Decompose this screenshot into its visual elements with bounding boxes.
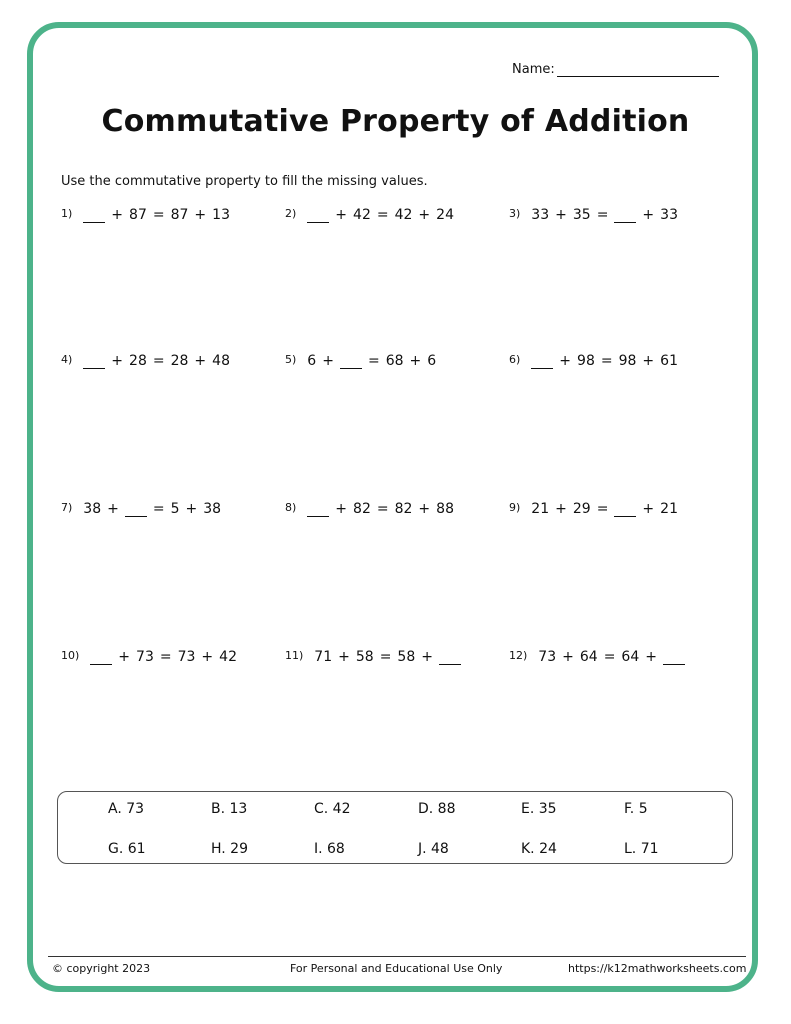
answer-blank[interactable] (125, 502, 147, 517)
equation-term: + (111, 207, 124, 223)
equation-term: 73 (177, 649, 196, 665)
equation-term: + (194, 207, 207, 223)
answer-blank[interactable] (340, 354, 362, 369)
equation-term: + (201, 649, 214, 665)
equation-term: 71 (314, 649, 333, 665)
equation-term: 82 (353, 501, 371, 517)
answer-blank[interactable] (663, 650, 685, 665)
footer-copyright: © copyright 2023 (52, 962, 151, 975)
equation-term: + (322, 353, 334, 369)
problem-4 (61, 353, 233, 373)
equation-term: + (642, 501, 655, 517)
equation-term: 42 (394, 207, 413, 223)
answer-blank[interactable] (614, 208, 636, 223)
problem-number: 12) (509, 649, 528, 662)
answer-option: D. 88 (418, 801, 456, 817)
equation-term: 21 (660, 501, 678, 517)
equation-term: = (603, 649, 616, 665)
equation-term: 82 (394, 501, 413, 517)
problem-number: 11) (285, 649, 304, 662)
equation-term: + (107, 501, 119, 517)
equation-term: + (185, 501, 198, 517)
page-title: Commutative Property of Addition (101, 104, 690, 139)
equation-term: = (596, 501, 609, 517)
equation-term: + (111, 353, 124, 369)
answer-blank[interactable] (439, 650, 461, 665)
problem-number: 6) (509, 353, 521, 366)
equation-term: 28 (170, 353, 189, 369)
equation-term: 6 (427, 353, 437, 369)
footer-divider (48, 956, 746, 957)
equation-term: 87 (170, 207, 189, 223)
equation-term: 58 (397, 649, 416, 665)
equation-term: + (335, 501, 348, 517)
equation-term: 64 (621, 649, 640, 665)
equation-term: 42 (353, 207, 371, 223)
equation-term: + (642, 353, 655, 369)
answer-blank[interactable] (90, 650, 112, 665)
problem-number: 7) (61, 501, 73, 514)
problem-1 (61, 207, 233, 227)
equation-term: + (645, 649, 657, 665)
problem-11 (285, 649, 464, 669)
equation-term: + (335, 207, 348, 223)
answer-option: B. 13 (211, 801, 248, 817)
equation-term: + (555, 501, 567, 517)
name-label: Name: (512, 62, 555, 77)
equation-term: + (559, 353, 572, 369)
answer-blank[interactable] (307, 502, 329, 517)
equation-term: 88 (436, 501, 454, 517)
equation-term: = (159, 649, 172, 665)
equation-term: 98 (577, 353, 595, 369)
problem-number: 8) (285, 501, 297, 514)
equation-term: 64 (579, 649, 598, 665)
problem-number: 2) (285, 207, 297, 220)
equation-term: = (376, 207, 389, 223)
equation-term: 6 (307, 353, 317, 369)
answer-option: A. 73 (108, 801, 145, 817)
equation-term: 24 (436, 207, 454, 223)
problem-number: 3) (509, 207, 521, 220)
equation-term: + (418, 207, 431, 223)
answer-blank[interactable] (83, 208, 105, 223)
answer-option: E. 35 (521, 801, 557, 817)
equation-term: = (376, 501, 389, 517)
equation-term: 42 (219, 649, 237, 665)
equation-term: 5 (170, 501, 180, 517)
equation-term: + (418, 501, 431, 517)
footer-usage: For Personal and Educational Use Only (290, 962, 503, 975)
equation-term: 13 (212, 207, 230, 223)
equation-term: 61 (660, 353, 678, 369)
problem-6 (509, 353, 681, 373)
answer-blank[interactable] (307, 208, 329, 223)
problem-9 (509, 501, 681, 521)
answer-option: J. 48 (418, 841, 449, 857)
equation-term: + (194, 353, 207, 369)
answer-blank[interactable] (531, 354, 553, 369)
problem-8 (285, 501, 457, 521)
answer-bank (57, 791, 733, 864)
name-field (512, 62, 719, 77)
equation-term: 33 (660, 207, 678, 223)
equation-term: 58 (355, 649, 374, 665)
problem-3 (509, 207, 681, 227)
problem-number: 9) (509, 501, 521, 514)
equation-term: + (642, 207, 655, 223)
equation-term: 68 (385, 353, 404, 369)
equation-term: 38 (83, 501, 102, 517)
problem-number: 5) (285, 353, 297, 366)
equation-term: = (152, 207, 165, 223)
answer-option: K. 24 (521, 841, 557, 857)
equation-term: = (367, 353, 380, 369)
name-line[interactable] (557, 63, 719, 77)
answer-option: H. 29 (211, 841, 248, 857)
footer-url: https://k12mathworksheets.com (568, 962, 747, 975)
answer-option: G. 61 (108, 841, 146, 857)
equation-term: + (421, 649, 433, 665)
answer-blank[interactable] (614, 502, 636, 517)
problem-7 (61, 501, 224, 521)
problem-number: 4) (61, 353, 73, 366)
equation-term: 29 (572, 501, 591, 517)
problem-10 (61, 649, 240, 669)
instructions: Use the commutative property to fill the missing values. (61, 174, 428, 189)
equation-term: 87 (129, 207, 147, 223)
answer-option: F. 5 (624, 801, 648, 817)
problem-number: 10) (61, 649, 80, 662)
answer-option: L. 71 (624, 841, 659, 857)
equation-term: = (600, 353, 613, 369)
equation-term: + (562, 649, 574, 665)
equation-term: 21 (531, 501, 550, 517)
problem-5 (285, 353, 439, 373)
equation-term: 33 (531, 207, 550, 223)
equation-term: + (118, 649, 131, 665)
answer-blank[interactable] (83, 354, 105, 369)
equation-term: 48 (212, 353, 230, 369)
equation-term: 73 (136, 649, 154, 665)
equation-term: + (338, 649, 350, 665)
problem-number: 1) (61, 207, 73, 220)
answer-option: C. 42 (314, 801, 351, 817)
answer-option: I. 68 (314, 841, 345, 857)
equation-term: = (596, 207, 609, 223)
equation-term: 38 (203, 501, 222, 517)
equation-term: 98 (618, 353, 637, 369)
equation-term: 35 (572, 207, 591, 223)
equation-term: = (152, 501, 165, 517)
equation-term: 28 (129, 353, 147, 369)
equation-term: + (555, 207, 567, 223)
equation-term: 73 (538, 649, 557, 665)
equation-term: = (152, 353, 165, 369)
problem-12 (509, 649, 688, 669)
problem-2 (285, 207, 457, 227)
equation-term: = (379, 649, 392, 665)
equation-term: + (409, 353, 422, 369)
